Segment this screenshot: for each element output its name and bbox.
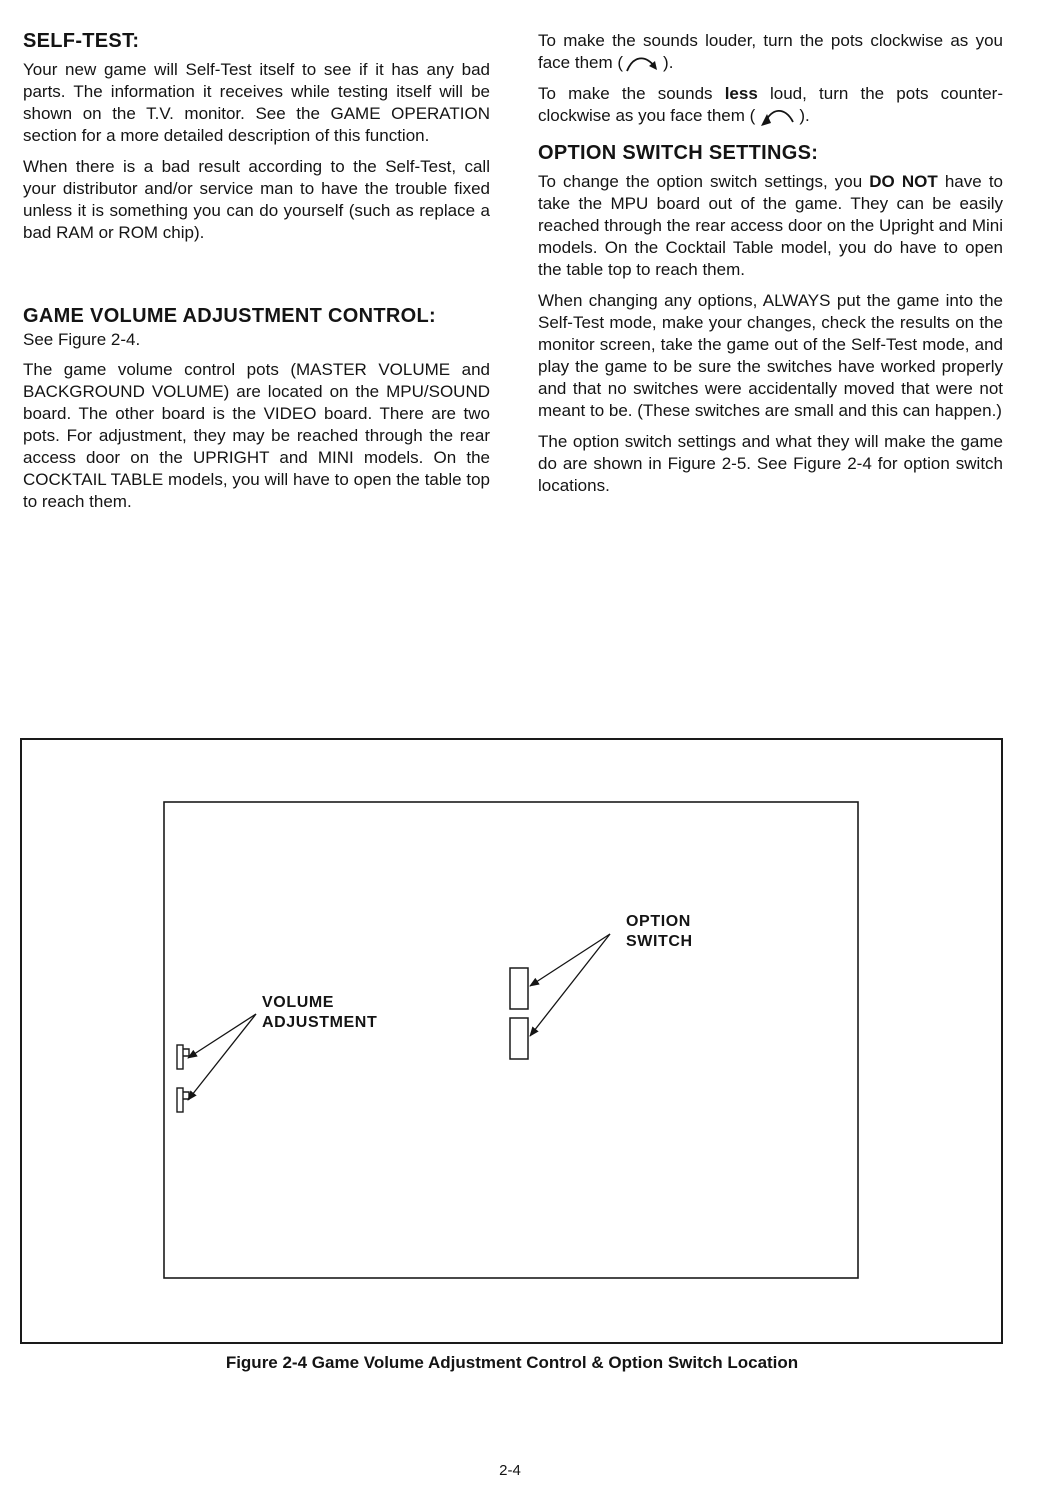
volume-label-line-2: ADJUSTMENT [262,1014,378,1031]
less-bold: less [724,84,758,103]
louder-text-end: ). [663,53,674,72]
board-diagram [22,740,1001,1342]
right-column [538,30,1003,506]
option-switch-1 [510,968,528,1009]
volume-pot-1 [177,1045,189,1069]
less-text-end: ). [799,106,810,125]
option-switch-paragraph-1 [538,171,1003,281]
option-switch-label [626,912,693,952]
louder-paragraph [538,30,1003,74]
volume-pot-2 [177,1088,189,1112]
option-label-line-1: OPTION [626,913,691,930]
self-test-paragraph-2: When there is a bad result according to the Self-Test, call your distributor and/or service man to have the trouble fixed unless it is something you can do yourself (such as replace a bad RAM or ROM chip). [23,157,490,242]
self-test-heading: SELF-TEST: [23,30,140,52]
less-text: To make the sounds [538,84,725,103]
less-loud-paragraph [538,83,1003,128]
clockwise-arrow-icon [623,54,663,74]
less-text-mid: loud, turn the pots counter-clockwise as you face them ( [538,84,1003,125]
left-column [23,30,490,522]
volume-adjustment-label [262,993,377,1033]
figure-frame [20,738,1003,1344]
option-switch-heading: OPTION SWITCH SETTINGS: [538,141,819,164]
option-switch-2 [510,1018,528,1059]
page-number: 2-4 [499,1462,521,1479]
figure-caption: Figure 2-4 Game Volume Adjustment Control & Option Switch Location [225,1353,799,1372]
counter-clockwise-arrow-icon [755,106,799,128]
volume-control-heading: GAME VOLUME ADJUSTMENT CONTROL: [23,305,436,327]
option-p1-text-end: have to take the MPU board out of the game. They can be easily reached through the rear access door on the Upright and Mini models. On the Cocktail Table model, you do have to open the table top to reach them. [538,171,1003,279]
option-switch-paragraph-2: When changing any options, ALWAYS put the game into the Self-Test mode, make your changes, check the results on the monitor screen, take the game out of the Self-Test mode, and play the game to be sure the switches have worked properly and that no switches were accidentally moved that were not meant to be. (These switches are small and this can happen.) [538,290,1003,420]
option-p1-text: To change the option switch settings, you [538,171,870,191]
option-label-line-2: SWITCH [626,933,693,950]
volume-label-line-1: VOLUME [262,994,335,1011]
option-switch-paragraph-3: The option switch settings and what they will make the game do are shown in Figure 2-5. See Figure 2-4 for option switch locations. [538,431,1003,495]
self-test-paragraph-1: Your new game will Self-Test itself to see if it has any bad parts. The information it receives while testing itself will be shown on the T.V. monitor. See the GAME OPERATION section for a more detailed description of this function. [23,60,490,145]
option-p1-bold: DO NOT [869,171,938,191]
volume-control-paragraph: The game volume control pots (MASTER VOLUME and BACKGROUND VOLUME) are located on the MPU/SOUND board. The other board is the VIDEO board. There are two pots. For adjustment, they may be reached through the rear access door on the UPRIGHT and MINI models. On the COCKTAIL TABLE models, you will have to open the table top to reach them. [23,360,490,511]
volume-control-see-figure: See Figure 2-4. [23,330,141,349]
mpu-board-outline [164,802,858,1278]
louder-text: To make the sounds louder, turn the pots clockwise as you face them ( [538,31,1003,72]
